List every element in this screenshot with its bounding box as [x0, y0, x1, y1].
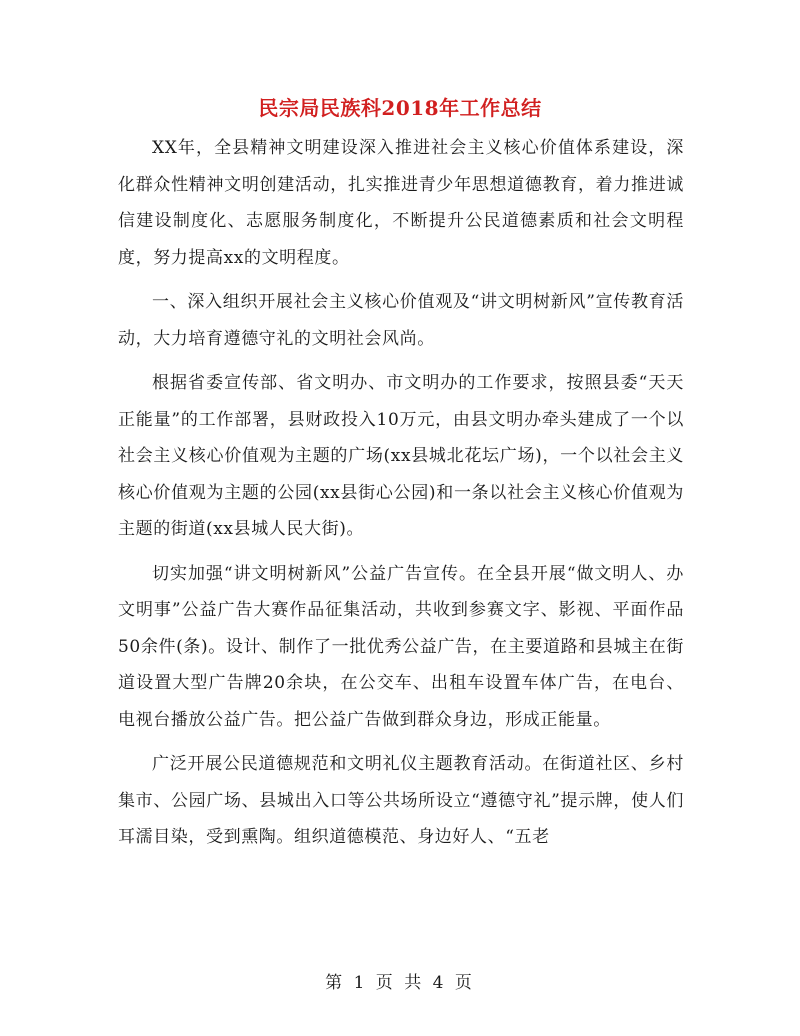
- document-body: [118, 130, 684, 864]
- document-title: 民宗局民族科2018年工作总结: [258, 96, 542, 120]
- page-number-footer: 第 1 页 共 4 页: [325, 973, 475, 993]
- paragraph-section-heading: 一、深入组织开展社会主义核心价值观及“讲文明树新风”宣传教育活动，大力培育遵德守礼的文明社会风尚。: [118, 292, 684, 349]
- paragraph-etiquette: 广泛开展公民道德规范和文明礼仪主题教育活动。在街道社区、乡村集市、公园广场、县城出入口等公共场所设立“遵德守礼”提示牌，使人们耳濡目染，受到熏陶。组织道德模范、身边好人、“五老: [118, 754, 684, 847]
- paragraph-core-values: 根据省委宣传部、省文明办、市文明办的工作要求，按照县委“天天正能量”的工作部署，县财政投入10万元，由县文明办牵头建成了一个以社会主义核心价值观为主题的广场(xx县城北花坛广场)，一个以社会主义核心价值观为主题的公园(xx县街心公园)和一条以社会主义核心价值观为主题的街道(xx县城人民大街)。: [118, 373, 684, 539]
- paragraph-public-ads: 切实加强“讲文明树新风”公益广告宣传。在全县开展“做文明人、办文明事”公益广告大赛作品征集活动，共收到参赛文字、影视、平面作品50余件(条)。设计、制作了一批优秀公益广告，在主要道路和县城主在街道设置大型广告牌20余块，在公交车、出租车设置车体广告，在电台、电视台播放公益广告。把公益广告做到群众身边，形成正能量。: [118, 563, 684, 730]
- paragraph-intro: XX年，全县精神文明建设深入推进社会主义核心价值体系建设，深化群众性精神文明创建活动，扎实推进青少年思想道德教育，着力推进诚信建设制度化、志愿服务制度化，不断提升公民道德素质和社会文明程度，努力提高xx的文明程度。: [118, 138, 684, 268]
